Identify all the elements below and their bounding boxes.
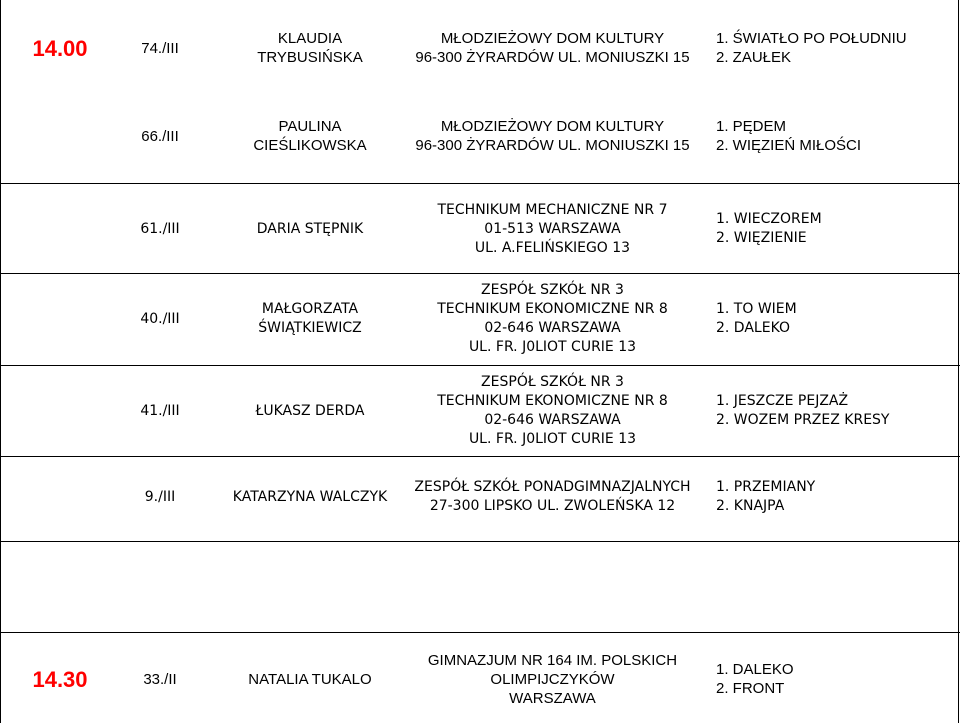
left-border (0, 0, 1, 723)
entry-number: 40./III (140, 310, 180, 327)
poem-titles: 1. PRZEMIANY 2. KNAJPA (716, 479, 816, 514)
school-info: ZESPÓŁ SZKÓŁ NR 3 TECHNIKUM EKONOMICZNE NR 8 02-646 WARSZAWA UL. FR. J0LIOT CURIE 13 (437, 374, 668, 447)
entry-number: 74./III (141, 39, 179, 57)
participant-name: KLAUDIA TRYBUSIŃSKA (257, 30, 363, 66)
school-info: TECHNIKUM MECHANICZNE NR 7 01-513 WARSZAWA UL. A.FELIŃSKIEGO 13 (437, 201, 668, 256)
time-slot: 14.00 (32, 35, 88, 61)
time-slot: 14.30 (32, 666, 88, 692)
school-info: MŁODZIEŻOWY DOM KULTURY 96-300 ŻYRARDÓW UL. MONIUSZKI 15 (415, 118, 690, 154)
school-info: ZESPÓŁ SZKÓŁ NR 3 TECHNIKUM EKONOMICZNE NR 8 02-646 WARSZAWA UL. FR. J0LIOT CURIE 13 (437, 282, 668, 355)
right-border (958, 0, 959, 723)
participant-name: DARIA STĘPNIK (256, 220, 364, 237)
participant-name: PAULINA CIEŚLIKOWSKA (253, 118, 367, 154)
row-divider (0, 183, 960, 184)
participant-name: ŁUKASZ DERDA (255, 402, 365, 419)
poem-titles: 1. WIECZOREM 2. WIĘZIENIE (716, 211, 822, 246)
entry-number: 9./III (144, 488, 176, 505)
entry-number: 66./III (141, 127, 179, 145)
participant-name: KATARZYNA WALCZYK (232, 488, 388, 505)
entry-number: 33./II (143, 670, 177, 688)
row-divider (0, 541, 960, 542)
poem-titles: 1. DALEKO 2. FRONT (716, 661, 794, 697)
poem-titles: 1. PĘDEM 2. WIĘZIEŃ MIŁOŚCI (716, 118, 862, 154)
school-info: GIMNAZJUM NR 164 IM. POLSKICH OLIMPIJCZYKÓW WARSZAWA (427, 651, 678, 707)
participant-name: MAŁGORZATA ŚWIĄTKIEWICZ (258, 301, 362, 336)
participant-name: NATALIA TUKALO (248, 670, 372, 688)
poem-titles: 1. JESZCZE PEJZAŻ 2. WOZEM PRZEZ KRESY (716, 393, 890, 428)
row-divider (0, 632, 960, 633)
entry-number: 41./III (140, 402, 180, 419)
school-info: ZESPÓŁ SZKÓŁ PONADGIMNAZJALNYCH 27-300 LIPSKO UL. ZWOLEŃSKA 12 (414, 479, 691, 514)
entry-number: 61./III (140, 220, 180, 237)
school-info: MŁODZIEŻOWY DOM KULTURY 96-300 ŻYRARDÓW UL. MONIUSZKI 15 (415, 30, 690, 66)
poem-titles: 1. TO WIEM 2. DALEKO (716, 301, 797, 336)
poem-titles: 1. ŚWIATŁO PO POŁUDNIU 2. ZAUŁEK (716, 30, 907, 66)
row-divider (0, 456, 960, 457)
